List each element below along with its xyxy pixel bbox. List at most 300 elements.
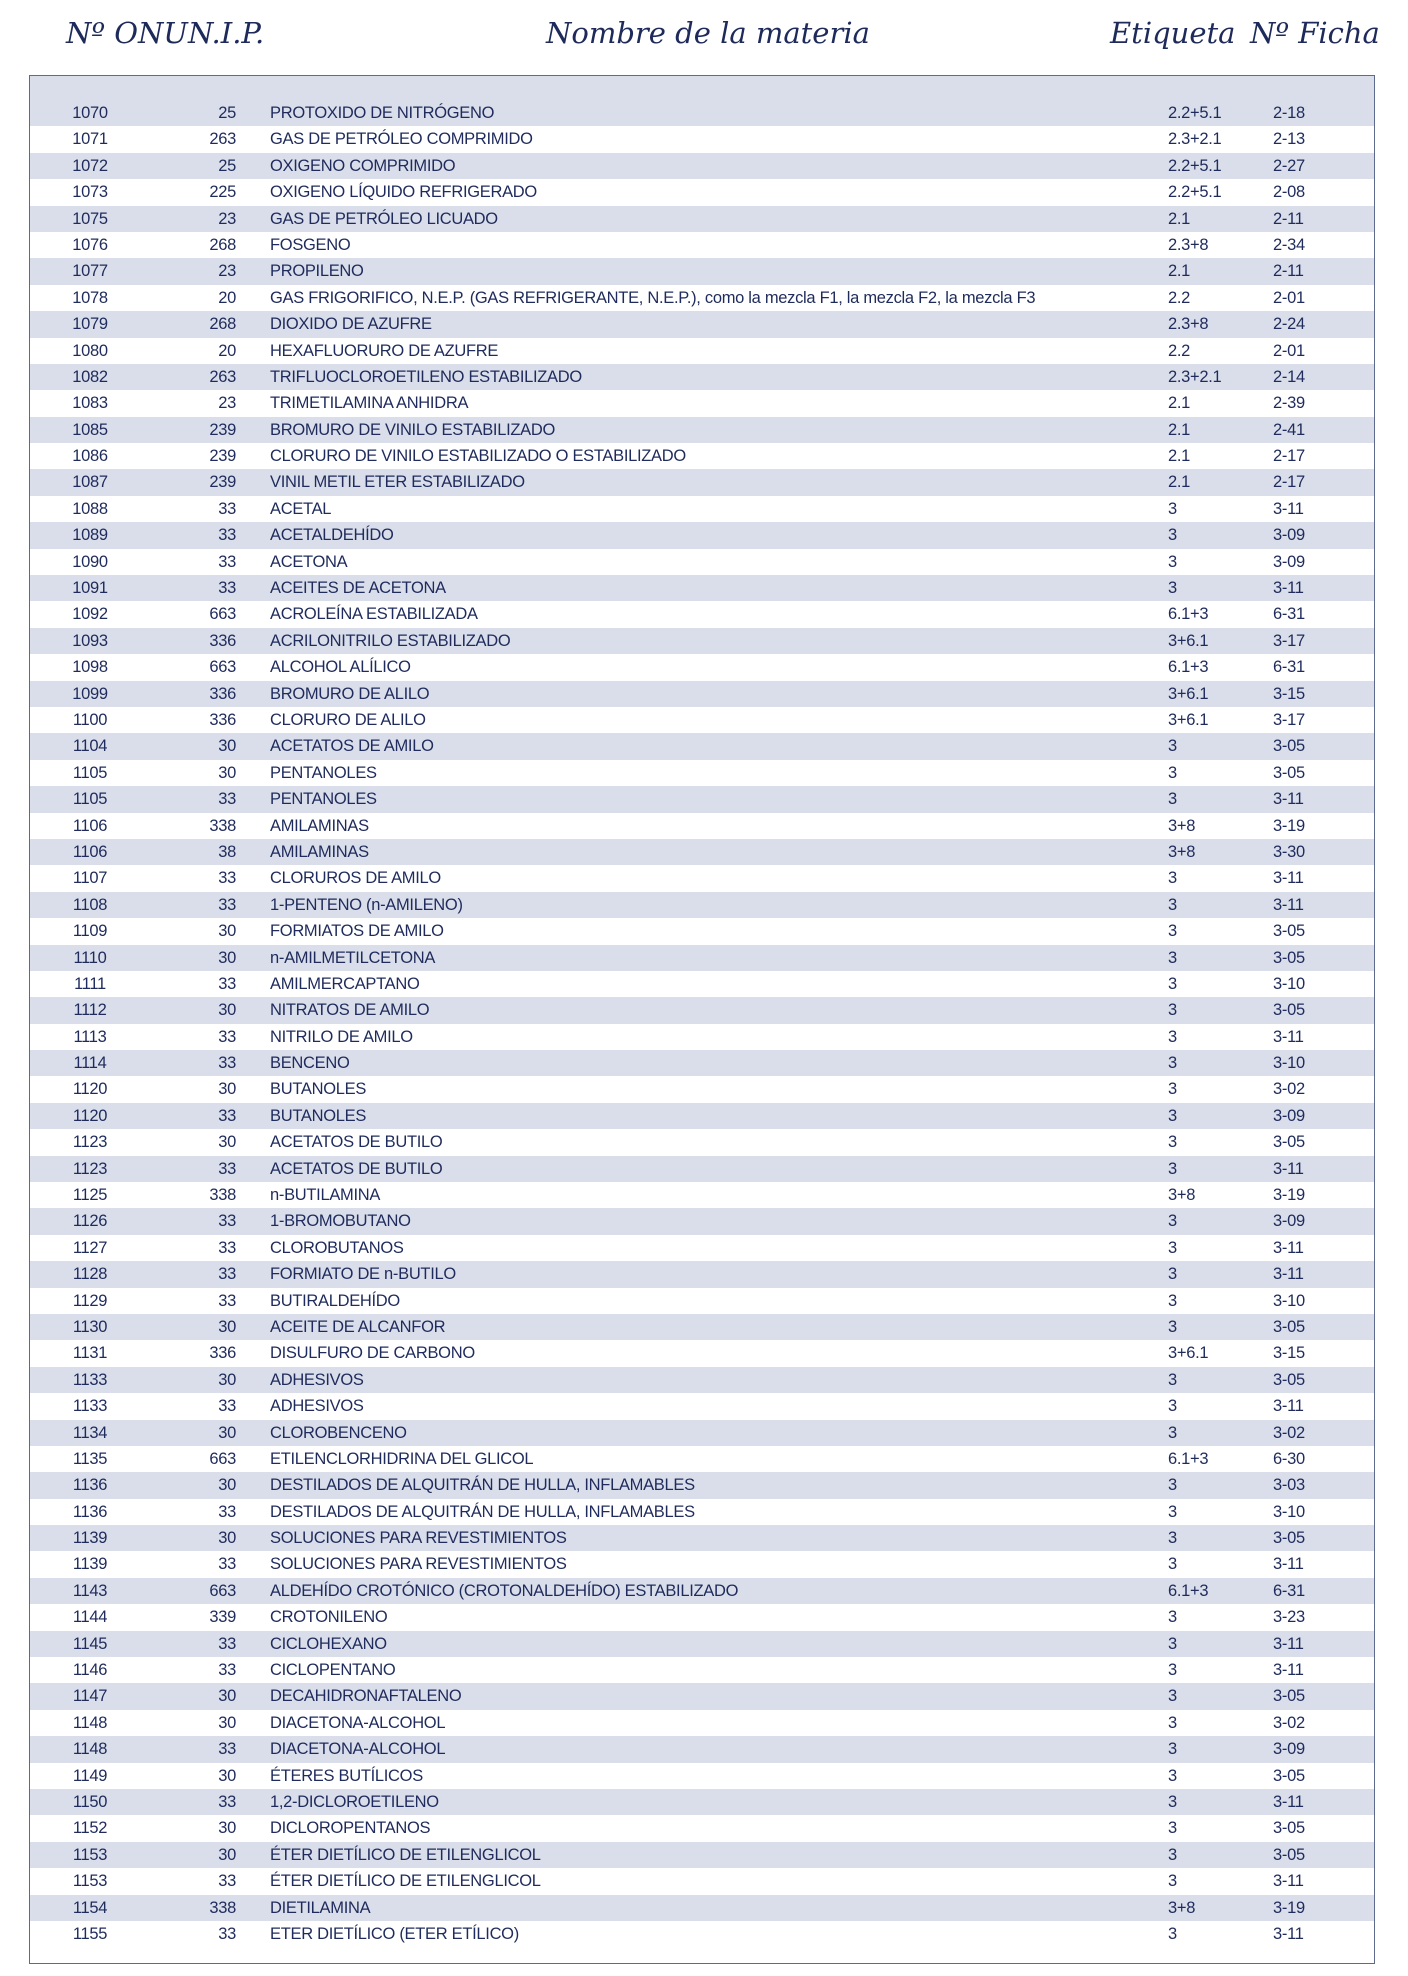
cell-onu: 1153 <box>72 1872 108 1891</box>
cell-nip: 263 <box>209 130 236 149</box>
cell-name: ACROLEÍNA ESTABILIZADA <box>270 605 478 624</box>
cell-nip: 23 <box>218 262 236 281</box>
cell-etiqueta: 3 <box>1168 1502 1177 1521</box>
table-row <box>30 945 1374 971</box>
cell-name: ACETATOS DE BUTILO <box>270 1159 443 1178</box>
cell-nip: 30 <box>218 763 236 782</box>
cell-onu: 1139 <box>72 1529 108 1548</box>
cell-etiqueta: 3 <box>1168 1370 1177 1389</box>
cell-nip: 663 <box>209 1581 236 1600</box>
cell-name: ACETAL <box>270 499 332 518</box>
table-row <box>30 1842 1374 1868</box>
table-row <box>30 1208 1374 1234</box>
cell-ficha: 3-05 <box>1273 1529 1305 1548</box>
table-row <box>30 417 1374 443</box>
cell-etiqueta: 3 <box>1168 1766 1177 1785</box>
cell-nip: 30 <box>218 1529 236 1548</box>
cell-name: PENTANOLES <box>270 763 377 782</box>
cell-onu: 1093 <box>72 631 108 650</box>
table-row <box>30 338 1374 364</box>
cell-name: DICLOROPENTANOS <box>270 1819 431 1838</box>
cell-nip: 33 <box>218 895 236 914</box>
cell-ficha: 3-11 <box>1273 1924 1304 1943</box>
cell-onu: 1133 <box>72 1397 108 1416</box>
cell-onu: 1128 <box>72 1265 108 1284</box>
cell-nip: 30 <box>218 1001 236 1020</box>
cell-etiqueta: 3 <box>1168 1027 1177 1046</box>
table-row <box>30 1525 1374 1551</box>
cell-nip: 338 <box>209 1186 236 1205</box>
cell-nip: 30 <box>218 1133 236 1152</box>
cell-ficha: 3-09 <box>1273 552 1305 571</box>
cell-name: CROTONILENO <box>270 1608 388 1627</box>
cell-ficha: 3-02 <box>1273 1713 1305 1732</box>
table-row <box>30 1815 1374 1841</box>
cell-etiqueta: 3 <box>1168 1423 1177 1442</box>
cell-onu: 1125 <box>72 1186 108 1205</box>
cell-name: NITRATOS DE AMILO <box>270 1001 430 1020</box>
table-row <box>30 1472 1374 1498</box>
cell-etiqueta: 2.3+2.1 <box>1168 367 1222 386</box>
cell-onu: 1080 <box>72 341 108 360</box>
table-row <box>30 1657 1374 1683</box>
cell-nip: 25 <box>218 156 236 175</box>
cell-onu: 1079 <box>72 315 108 334</box>
cell-ficha: 3-02 <box>1273 1423 1305 1442</box>
cell-etiqueta: 3 <box>1168 579 1177 598</box>
cell-nip: 30 <box>218 1713 236 1732</box>
cell-onu: 1123 <box>72 1159 108 1178</box>
table-row <box>30 1551 1374 1577</box>
cell-etiqueta: 3 <box>1168 1212 1177 1231</box>
table-row <box>30 1340 1374 1366</box>
cell-nip: 30 <box>218 922 236 941</box>
cell-etiqueta: 3 <box>1168 1819 1177 1838</box>
cell-onu: 1110 <box>73 948 107 967</box>
cell-onu: 1071 <box>72 130 108 149</box>
cell-etiqueta: 3 <box>1168 1265 1177 1284</box>
cell-ficha: 3-05 <box>1273 763 1305 782</box>
cell-etiqueta: 3 <box>1168 1476 1177 1495</box>
table-row <box>30 865 1374 891</box>
cell-ficha: 3-10 <box>1273 1291 1305 1310</box>
cell-name: CICLOHEXANO <box>270 1634 387 1653</box>
cell-nip: 33 <box>218 869 236 888</box>
cell-onu: 1091 <box>72 579 108 598</box>
table-row <box>30 1499 1374 1525</box>
cell-etiqueta: 3+6.1 <box>1168 684 1209 703</box>
cell-ficha: 2-41 <box>1273 420 1305 439</box>
cell-onu: 1106 <box>72 842 108 861</box>
cell-etiqueta: 3 <box>1168 1106 1177 1125</box>
cell-onu: 1106 <box>72 816 108 835</box>
cell-ficha: 3-05 <box>1273 737 1305 756</box>
header-ficha: Nº Ficha <box>1250 16 1380 50</box>
table-row <box>30 443 1374 469</box>
cell-ficha: 3-11 <box>1273 499 1304 518</box>
cell-etiqueta: 3 <box>1168 1529 1177 1548</box>
cell-onu: 1123 <box>72 1133 108 1152</box>
cell-nip: 30 <box>218 1370 236 1389</box>
cell-ficha: 2-13 <box>1273 130 1305 149</box>
cell-ficha: 2-14 <box>1273 367 1305 386</box>
cell-onu: 1143 <box>72 1581 108 1600</box>
cell-ficha: 2-17 <box>1273 447 1305 466</box>
cell-onu: 1075 <box>72 209 108 228</box>
cell-nip: 25 <box>218 104 236 122</box>
cell-ficha: 3-09 <box>1273 526 1305 545</box>
cell-ficha: 3-11 <box>1273 1661 1304 1680</box>
cell-onu: 1105 <box>72 790 108 809</box>
cell-ficha: 3-11 <box>1273 1159 1304 1178</box>
cell-onu: 1112 <box>73 1001 107 1020</box>
cell-ficha: 3-05 <box>1273 1687 1305 1706</box>
cell-etiqueta: 2.3+8 <box>1168 235 1209 254</box>
cell-nip: 23 <box>218 209 236 228</box>
cell-onu: 1085 <box>72 420 108 439</box>
cell-ficha: 3-30 <box>1273 842 1305 861</box>
cell-name: ÉTER DIETÍLICO DE ETILENGLICOL <box>270 1845 541 1864</box>
cell-onu: 1111 <box>74 974 106 993</box>
cell-name: ACEITES DE ACETONA <box>270 579 446 598</box>
cell-nip: 33 <box>218 1054 236 1073</box>
cell-ficha: 3-19 <box>1273 1898 1305 1917</box>
cell-ficha: 3-09 <box>1273 1212 1305 1231</box>
cell-onu: 1099 <box>72 684 108 703</box>
cell-ficha: 3-05 <box>1273 1317 1305 1336</box>
cell-nip: 336 <box>209 631 236 650</box>
cell-ficha: 3-15 <box>1273 1344 1305 1363</box>
cell-nip: 239 <box>209 473 236 492</box>
cell-onu: 1078 <box>72 288 108 307</box>
cell-nip: 30 <box>218 948 236 967</box>
cell-etiqueta: 3 <box>1168 499 1177 518</box>
cell-name: DESTILADOS DE ALQUITRÁN DE HULLA, INFLAMABLES <box>270 1476 695 1495</box>
cell-onu: 1076 <box>72 235 108 254</box>
cell-name: OXIGENO COMPRIMIDO <box>270 156 456 175</box>
cell-etiqueta: 3 <box>1168 1713 1177 1732</box>
cell-onu: 1133 <box>72 1370 108 1389</box>
table-row <box>30 575 1374 601</box>
cell-nip: 663 <box>209 658 236 677</box>
cell-name: ADHESIVOS <box>270 1370 364 1389</box>
cell-nip: 33 <box>218 1793 236 1811</box>
cell-nip: 33 <box>218 1502 236 1521</box>
cell-etiqueta: 3 <box>1168 1872 1177 1891</box>
cell-ficha: 2-11 <box>1273 209 1304 228</box>
cell-onu: 1127 <box>72 1238 108 1257</box>
table-row <box>30 654 1374 680</box>
cell-etiqueta: 3 <box>1168 895 1177 914</box>
cell-name: SOLUCIONES PARA REVESTIMIENTOS <box>270 1555 567 1574</box>
cell-nip: 336 <box>209 1344 236 1363</box>
cell-ficha: 3-11 <box>1273 869 1304 888</box>
table-row <box>30 1288 1374 1314</box>
cell-ficha: 3-11 <box>1273 1265 1304 1284</box>
cell-name: 1,2-DICLOROETILENO <box>270 1793 439 1811</box>
cell-onu: 1139 <box>72 1555 108 1574</box>
cell-etiqueta: 3 <box>1168 1159 1177 1178</box>
cell-name: ALDEHÍDO CROTÓNICO (CROTONALDEHÍDO) ESTABILIZADO <box>270 1581 739 1600</box>
table-row <box>30 1103 1374 1129</box>
cell-onu: 1135 <box>72 1449 108 1468</box>
cell-ficha: 6-30 <box>1273 1449 1305 1468</box>
cell-nip: 33 <box>218 974 236 993</box>
cell-etiqueta: 3 <box>1168 1793 1177 1811</box>
cell-ficha: 3-05 <box>1273 1370 1305 1389</box>
cell-nip: 33 <box>218 1212 236 1231</box>
cell-name: ACETONA <box>270 552 348 571</box>
cell-etiqueta: 6.1+3 <box>1168 1449 1209 1468</box>
cell-name: n-AMILMETILCETONA <box>270 948 436 967</box>
cell-onu: 1072 <box>72 156 108 175</box>
cell-etiqueta: 3+8 <box>1168 1898 1196 1917</box>
cell-etiqueta: 3 <box>1168 1133 1177 1152</box>
cell-name: AMILAMINAS <box>270 842 369 861</box>
table-row <box>30 153 1374 179</box>
cell-ficha: 3-05 <box>1273 1001 1305 1020</box>
cell-onu: 1153 <box>72 1845 108 1864</box>
table-row <box>30 1050 1374 1076</box>
table-row <box>30 971 1374 997</box>
cell-nip: 663 <box>209 605 236 624</box>
table-row <box>30 1604 1374 1630</box>
cell-etiqueta: 3 <box>1168 869 1177 888</box>
cell-name: CLORURO DE VINILO ESTABILIZADO O ESTABILIZADO <box>270 447 686 466</box>
cell-nip: 338 <box>209 816 236 835</box>
cell-name: OXIGENO LÍQUIDO REFRIGERADO <box>270 183 537 202</box>
cell-ficha: 2-34 <box>1273 235 1305 254</box>
cell-onu: 1070 <box>72 104 108 122</box>
cell-etiqueta: 3 <box>1168 1740 1177 1759</box>
cell-name: DESTILADOS DE ALQUITRÁN DE HULLA, INFLAMABLES <box>270 1502 695 1521</box>
cell-onu: 1152 <box>72 1819 108 1838</box>
cell-name: AMILMERCAPTANO <box>270 974 420 993</box>
cell-etiqueta: 3 <box>1168 1555 1177 1574</box>
cell-name: ACETALDEHÍDO <box>270 526 394 545</box>
cell-nip: 33 <box>218 1159 236 1178</box>
cell-nip: 33 <box>218 526 236 545</box>
cell-nip: 336 <box>209 684 236 703</box>
table-row <box>30 1789 1374 1815</box>
cell-name: 1-BROMOBUTANO <box>270 1212 411 1231</box>
cell-nip: 33 <box>218 790 236 809</box>
cell-nip: 263 <box>209 367 236 386</box>
cell-ficha: 3-10 <box>1273 1054 1305 1073</box>
cell-ficha: 3-05 <box>1273 948 1305 967</box>
cell-name: DIACETONA-ALCOHOL <box>270 1740 446 1759</box>
cell-ficha: 3-05 <box>1273 1819 1305 1838</box>
cell-ficha: 2-11 <box>1273 262 1304 281</box>
table-row <box>30 1156 1374 1182</box>
table-row <box>30 206 1374 232</box>
cell-name: ETER DIETÍLICO (ETER ETÍLICO) <box>270 1924 519 1943</box>
cell-name: SOLUCIONES PARA REVESTIMIENTOS <box>270 1529 567 1548</box>
cell-name: CLOROBENCENO <box>270 1423 407 1442</box>
cell-ficha: 3-11 <box>1273 895 1304 914</box>
cell-onu: 1126 <box>72 1212 108 1231</box>
cell-nip: 33 <box>218 1397 236 1416</box>
cell-etiqueta: 3+6.1 <box>1168 710 1209 729</box>
cell-ficha: 2-17 <box>1273 473 1305 492</box>
table-row <box>30 1683 1374 1709</box>
cell-name: CICLOPENTANO <box>270 1661 396 1680</box>
cell-nip: 33 <box>218 1027 236 1046</box>
cell-nip: 33 <box>218 1291 236 1310</box>
cell-nip: 339 <box>209 1608 236 1627</box>
cell-nip: 30 <box>218 1317 236 1336</box>
cell-name: GAS DE PETRÓLEO COMPRIMIDO <box>270 130 533 149</box>
table-row <box>30 892 1374 918</box>
cell-nip: 33 <box>218 1924 236 1943</box>
cell-ficha: 3-05 <box>1273 1766 1305 1785</box>
table-row <box>30 1367 1374 1393</box>
cell-name: DIACETONA-ALCOHOL <box>270 1713 446 1732</box>
table-row <box>30 1631 1374 1657</box>
cell-etiqueta: 2.1 <box>1168 420 1191 439</box>
cell-ficha: 6-31 <box>1273 1581 1305 1600</box>
cell-etiqueta: 6.1+3 <box>1168 658 1209 677</box>
cell-etiqueta: 3+6.1 <box>1168 631 1209 650</box>
table-header <box>0 0 1408 72</box>
cell-name: GAS FRIGORIFICO, N.E.P. (GAS REFRIGERANTE, N.E.P.), como la mezcla F1, la mezcla F2, la mezcla F3 <box>270 288 1036 307</box>
cell-name: DIOXIDO DE AZUFRE <box>270 315 432 334</box>
cell-etiqueta: 3 <box>1168 1317 1177 1336</box>
cell-nip: 30 <box>218 1687 236 1706</box>
cell-etiqueta: 3 <box>1168 1845 1177 1864</box>
cell-onu: 1098 <box>72 658 108 677</box>
cell-onu: 1090 <box>72 552 108 571</box>
cell-nip: 20 <box>218 341 236 360</box>
cell-onu: 1082 <box>72 367 108 386</box>
cell-onu: 1147 <box>72 1687 108 1706</box>
cell-name: ÉTERES BUTÍLICOS <box>270 1766 423 1785</box>
cell-etiqueta: 3 <box>1168 1397 1177 1416</box>
cell-name: TRIFLUOCLOROETILENO ESTABILIZADO <box>270 367 582 386</box>
cell-nip: 20 <box>218 288 236 307</box>
cell-name: NITRILO DE AMILO <box>270 1027 413 1046</box>
table-row <box>30 760 1374 786</box>
cell-nip: 268 <box>209 315 236 334</box>
header-name: Nombre de la materia <box>546 16 870 50</box>
cell-etiqueta: 3 <box>1168 790 1177 809</box>
cell-etiqueta: 3 <box>1168 526 1177 545</box>
cell-etiqueta: 3 <box>1168 1238 1177 1257</box>
cell-ficha: 3-05 <box>1273 1133 1305 1152</box>
cell-onu: 1105 <box>72 763 108 782</box>
cell-etiqueta: 6.1+3 <box>1168 605 1209 624</box>
cell-name: 1-PENTENO (n-AMILENO) <box>270 895 463 914</box>
cell-nip: 33 <box>218 1740 236 1759</box>
cell-ficha: 2-27 <box>1273 156 1305 175</box>
table-row <box>30 628 1374 654</box>
table-row <box>30 1235 1374 1261</box>
cell-name: CLORUROS DE AMILO <box>270 869 441 888</box>
cell-ficha: 3-11 <box>1273 1793 1304 1811</box>
cell-etiqueta: 3 <box>1168 1634 1177 1653</box>
cell-etiqueta: 2.1 <box>1168 447 1191 466</box>
table-row <box>30 918 1374 944</box>
cell-onu: 1145 <box>72 1634 108 1653</box>
cell-onu: 1131 <box>72 1344 108 1363</box>
cell-ficha: 3-05 <box>1273 922 1305 941</box>
cell-etiqueta: 3 <box>1168 1001 1177 1020</box>
cell-onu: 1149 <box>72 1766 108 1785</box>
cell-etiqueta: 3+6.1 <box>1168 1344 1209 1363</box>
cell-name: AMILAMINAS <box>270 816 369 835</box>
cell-nip: 663 <box>209 1449 236 1468</box>
cell-nip: 33 <box>218 1265 236 1284</box>
cell-name: ACEITE DE ALCANFOR <box>270 1317 446 1336</box>
cell-nip: 33 <box>218 1555 236 1574</box>
cell-name: PROPILENO <box>270 262 364 281</box>
cell-onu: 1086 <box>72 447 108 466</box>
cell-ficha: 2-08 <box>1273 183 1305 202</box>
cell-ficha: 3-11 <box>1273 1634 1304 1653</box>
cell-etiqueta: 2.1 <box>1168 262 1191 281</box>
cell-ficha: 6-31 <box>1273 658 1305 677</box>
cell-onu: 1107 <box>72 869 108 888</box>
cell-name: BUTANOLES <box>270 1106 367 1125</box>
cell-etiqueta: 3 <box>1168 1291 1177 1310</box>
cell-name: FORMIATOS DE AMILO <box>270 922 444 941</box>
cell-name: PROTOXIDO DE NITRÓGENO <box>270 104 495 122</box>
cell-etiqueta: 2.2+5.1 <box>1168 156 1222 175</box>
table-row <box>30 258 1374 284</box>
table-row <box>30 813 1374 839</box>
cell-etiqueta: 2.3+2.1 <box>1168 130 1222 149</box>
cell-ficha: 3-23 <box>1273 1608 1305 1627</box>
cell-name: CLOROBUTANOS <box>270 1238 404 1257</box>
cell-etiqueta: 3 <box>1168 1080 1177 1099</box>
table-row <box>30 390 1374 416</box>
cell-nip: 239 <box>209 447 236 466</box>
cell-onu: 1073 <box>72 183 108 202</box>
cell-nip: 33 <box>218 1106 236 1125</box>
table-row <box>30 1578 1374 1604</box>
cell-ficha: 3-11 <box>1273 1555 1304 1574</box>
cell-ficha: 3-17 <box>1273 710 1305 729</box>
cell-ficha: 3-05 <box>1273 1845 1305 1864</box>
cell-nip: 239 <box>209 420 236 439</box>
cell-onu: 1109 <box>72 922 108 941</box>
cell-name: FORMIATO DE n-BUTILO <box>270 1265 456 1284</box>
cell-ficha: 3-19 <box>1273 1186 1305 1205</box>
cell-name: BUTIRALDEHÍDO <box>270 1291 400 1310</box>
cell-etiqueta: 3 <box>1168 737 1177 756</box>
cell-name: DISULFURO DE CARBONO <box>270 1344 475 1363</box>
cell-ficha: 3-15 <box>1273 684 1305 703</box>
cell-nip: 30 <box>218 1845 236 1864</box>
table-row <box>30 100 1374 126</box>
cell-ficha: 3-11 <box>1273 1872 1304 1891</box>
table-row <box>30 707 1374 733</box>
cell-etiqueta: 2.1 <box>1168 394 1191 413</box>
cell-etiqueta: 2.3+8 <box>1168 315 1209 334</box>
cell-etiqueta: 3 <box>1168 922 1177 941</box>
cell-etiqueta: 3 <box>1168 1687 1177 1706</box>
table-row <box>30 786 1374 812</box>
cell-name: ACRILONITRILO ESTABILIZADO <box>270 631 511 650</box>
table-row <box>30 1736 1374 1762</box>
table-row <box>30 364 1374 390</box>
cell-onu: 1113 <box>73 1027 107 1046</box>
cell-ficha: 2-01 <box>1273 341 1305 360</box>
cell-ficha: 2-18 <box>1273 104 1305 122</box>
cell-name: BROMURO DE VINILO ESTABILIZADO <box>270 420 555 439</box>
cell-onu: 1092 <box>72 605 108 624</box>
table-row <box>30 1182 1374 1208</box>
